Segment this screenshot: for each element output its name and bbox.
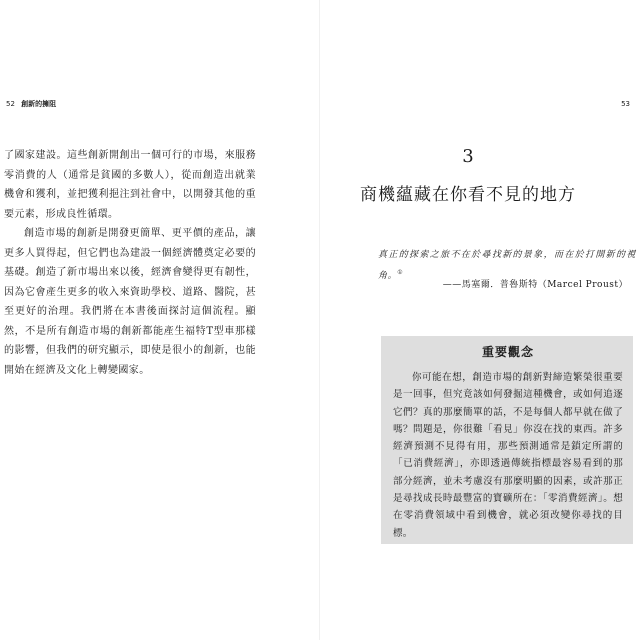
body-paragraph-1: 了國家建設。這些創新開創出一個可行的市場，來服務零消費的人（通常是貧國的多數人），從而創造出就業機會和獲利，並把獲利挹注到社會中，以開發其他的重要元素，形成良性循環。 [4,150,256,220]
chapter-number: 3 [462,146,474,167]
running-head-title: 創新的擁阻 [21,99,57,108]
epigraph-text: 真正的探索之旅不在於尋找新的景象，而在於打開新的視角。 [378,250,636,281]
chapter-title: 商機蘊藏在你看不見的地方 [360,185,576,205]
key-concept-text: 你可能在想，創造市場的創新對締造繁榮很重要是一回事，但究竟該如何發掘這種機會，或如何追逐它們？真的那麼簡單的話，不是每個人都早就在做了嗎？問題是，你很難「看見」你沒在找的東西。許多經濟預測不見得有用，那些預測通常是鎖定所謂的「已消費經濟」，亦即透過傳統指標最容易看到的那部分經濟，並未考慮沒有那麼明顯的因素，或許那正是尋找成長時最豐富的寶礦所在：「零消費經濟」。想在零消費領域中看到機會，就必須改變你尋找的目標。 [393,372,623,539]
key-concept-title: 重要觀念 [481,345,534,359]
epigraph-attribution: ——馬塞爾．普魯斯特（Marcel Proust） [442,280,628,290]
body-paragraph-2: 創造市場的創新是開發更簡單、更平價的產品，讓更多人買得起，但它們也為建設一個經濟體奠定必要的基礎。創造了新市場出來以後，經濟會變得更有韌性，因為它會產生更多的收入來資助學校、道路、醫院，甚至更好的治理。我們將在本書後面探討這個流程。顯然，不是所有創造市場的創新都能產生福特T型車那樣的影響，但我們的研究顯示，即使是很小的創新，也能開始在經濟及文化上轉變國家。 [4,228,256,376]
right-page [320,0,640,640]
right-page-number: 53 [621,100,630,108]
left-page-number: 52 [6,100,15,108]
running-head [6,100,56,108]
epigraph-note-marker: ① [397,269,404,276]
body-text [4,146,256,380]
key-concept-box [381,336,633,544]
